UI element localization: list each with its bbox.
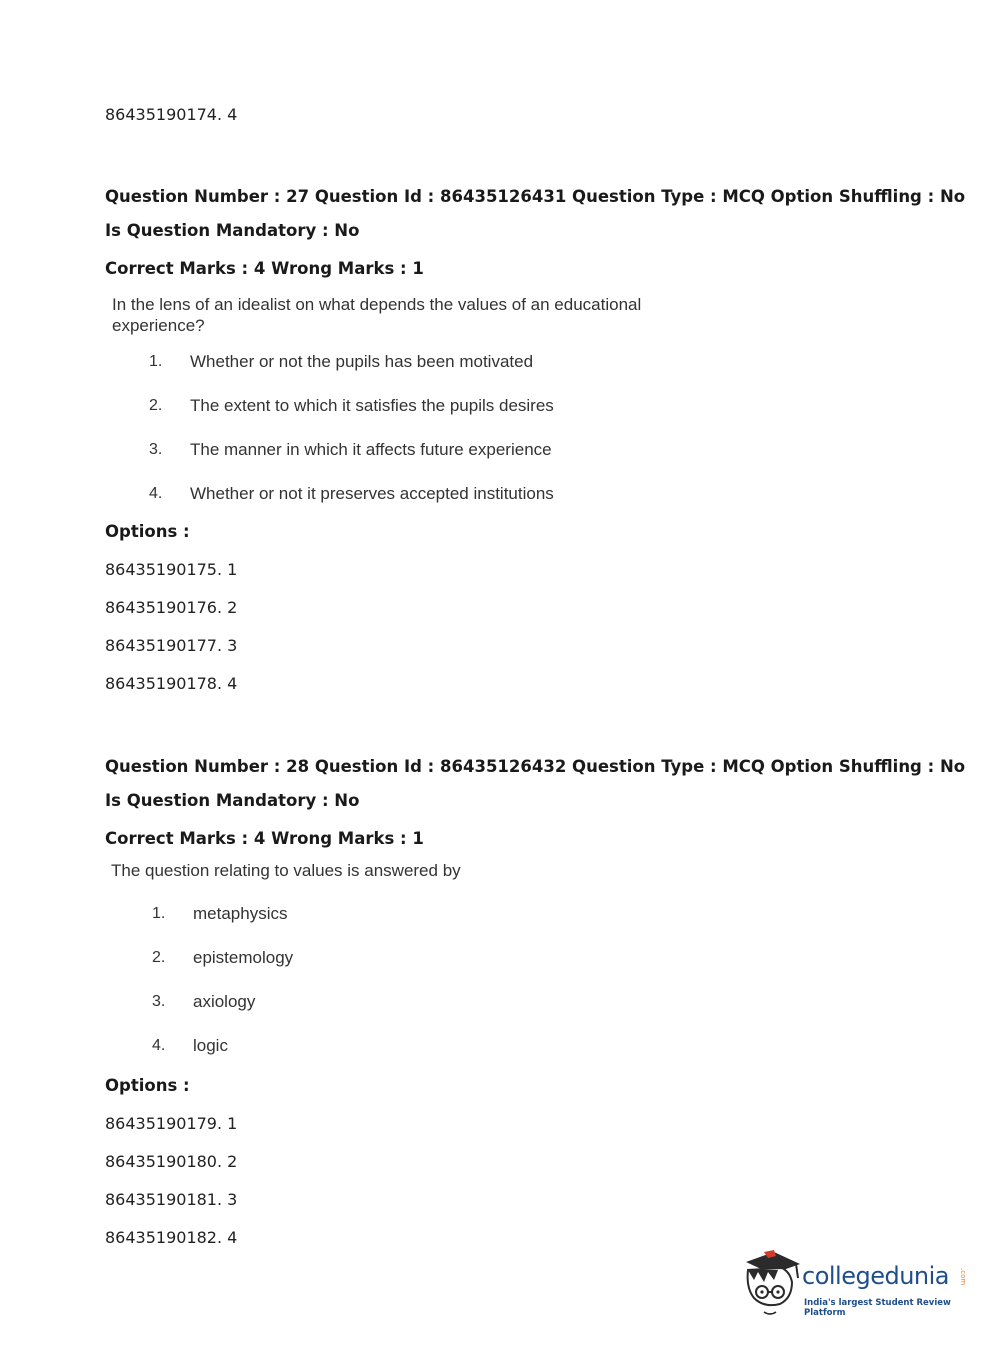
q27-options-label: Options : [105,522,190,541]
q27-question-line2: experience? [112,316,205,335]
q27-choice-number: 1. [149,353,163,370]
q27-option-id: 86435190175. 1 [105,560,238,579]
q28-mandatory: Is Question Mandatory : No [105,791,360,810]
q27-choice-text: Whether or not it preserves accepted institutions [190,484,554,503]
q27-mandatory: Is Question Mandatory : No [105,221,360,240]
logo-wordmark: collegedunia [802,1262,950,1290]
q28-option-id: 86435190179. 1 [105,1114,238,1133]
q28-choice-number: 4. [152,1037,166,1054]
q28-marks: Correct Marks : 4 Wrong Marks : 1 [105,829,424,848]
q28-choice-text: logic [193,1036,228,1055]
q27-header: Question Number : 27 Question Id : 86435126431 Question Type : MCQ Option Shuffling : No [105,187,966,206]
q27-option-id: 86435190176. 2 [105,598,238,617]
mascot-icon [740,1248,802,1318]
q28-choice-text: axiology [193,992,256,1011]
q28-choice-number: 2. [152,949,166,966]
logo-tagline: India's largest Student Review Platform [804,1298,951,1318]
q28-choice-text: metaphysics [193,904,288,923]
q27-marks: Correct Marks : 4 Wrong Marks : 1 [105,259,424,278]
q27-choice-text: The manner in which it affects future experience [190,440,552,459]
logo-com: .com [959,1268,967,1286]
q28-option-id: 86435190182. 4 [105,1228,238,1247]
q28-header: Question Number : 28 Question Id : 86435126432 Question Type : MCQ Option Shuffling : No [105,757,966,776]
q28-choice-number: 1. [152,905,166,922]
option-id-174: 86435190174. 4 [105,105,238,124]
q28-question: The question relating to values is answered by [111,861,461,880]
q27-question-line1: In the lens of an idealist on what depends the values of an educational [112,295,642,314]
q27-choice-text: Whether or not the pupils has been motivated [190,352,534,371]
q27-choice-text: The extent to which it satisfies the pupils desires [190,396,554,415]
q28-options-label: Options : [105,1076,190,1095]
q28-choice-text: epistemology [193,948,294,967]
q27-choice-number: 3. [149,441,163,458]
q27-choice-number: 2. [149,397,163,414]
q27-option-id: 86435190177. 3 [105,636,238,655]
collegedunia-logo [740,1248,975,1318]
q28-option-id: 86435190180. 2 [105,1152,238,1171]
q28-choice-number: 3. [152,993,166,1010]
q27-choice-number: 4. [149,485,163,502]
q28-option-id: 86435190181. 3 [105,1190,238,1209]
q27-option-id: 86435190178. 4 [105,674,238,693]
